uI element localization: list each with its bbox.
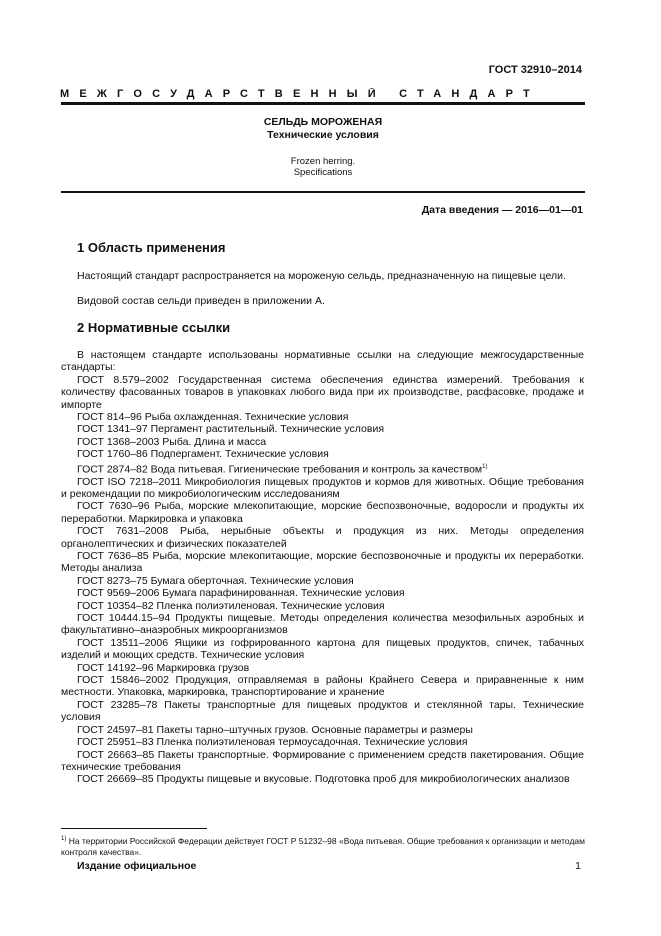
reference-item: ГОСТ 26663–85 Пакеты транспортные. Формирование с применением средств пакетирования. Общие технические требования xyxy=(61,748,584,773)
reference-item: ГОСТ 7630–96 Рыба, морские млекопитающие, морские беспозвоночные, водоросли и продукты их переработки. Маркировка и упаковка xyxy=(61,500,584,525)
references-intro: В настоящем стандарте использованы нормативные ссылки на следующие межгосударственные стандарты: xyxy=(61,349,584,374)
footnote-mark: 1) xyxy=(61,836,67,842)
title-rule xyxy=(61,191,585,193)
footnote-reference: 1) xyxy=(482,463,488,470)
reference-item: ГОСТ 8.579–2002 Государственная система обеспечения единства измерений. Требования к количеству фасованных товаров в упаковках любого вида при их производстве, расфасовке, продаже и импорте xyxy=(61,373,584,411)
reference-item: ГОСТ 814–96 Рыба охлажденная. Технические условия xyxy=(77,411,349,424)
standard-banner: МЕЖГОСУДАРСТВЕННЫЙ СТАНДАРТ xyxy=(60,88,540,100)
english-title: Frozen herring. xyxy=(290,156,356,167)
reference-item: ГОСТ 14192–96 Маркировка грузов xyxy=(77,661,250,674)
introduction-date: Дата введения — 2016—01—01 xyxy=(421,204,583,216)
reference-item: ГОСТ 26669–85 Продукты пищевые и вкусовые. Подготовка проб для микробиологических анализов xyxy=(77,773,570,786)
reference-item: ГОСТ 1368–2003 Рыба. Длина и масса xyxy=(77,435,267,448)
english-subtitle: Specifications xyxy=(293,167,353,178)
section-1-paragraph-2: Видовой состав сельди приведен в приложении А. xyxy=(77,295,325,307)
reference-item: ГОСТ 1341–97 Пергамент растительный. Технические условия xyxy=(77,423,385,436)
section-2-heading: 2 Нормативные ссылки xyxy=(77,320,231,335)
document-subtitle: Технические условия xyxy=(267,129,379,141)
reference-item: ГОСТ 1760–86 Подпергамент. Технические условия xyxy=(77,448,329,461)
reference-item: ГОСТ 7631–2008 Рыба, нерыбные объекты и продукция из них. Методы определения органолептических и физических показателей xyxy=(61,525,584,550)
reference-item: ГОСТ 25951–83 Пленка полиэтиленовая термоусадочная. Технические условия xyxy=(77,736,468,749)
edition-label: Издание официальное xyxy=(77,860,197,872)
reference-item: ГОСТ 10354–82 Пленка полиэтиленовая. Технические условия xyxy=(77,599,385,612)
reference-item: ГОСТ 9569–2006 Бумага парафинированная. Технические условия xyxy=(77,587,405,600)
document-title: СЕЛЬДЬ МОРОЖЕНАЯ xyxy=(263,116,383,128)
references-list xyxy=(61,349,584,786)
reference-item: ГОСТ 10444.15–94 Продукты пищевые. Методы определения количества мезофильных аэробных и факультативно–анаэробных микроорганизмов xyxy=(61,612,584,637)
footnote-rule xyxy=(61,828,207,829)
reference-item: ГОСТ 7636–85 Рыба, морские млекопитающие, морские беспозвоночные и продукты их переработки. Методы анализа xyxy=(61,550,584,575)
reference-item: ГОСТ 13511–2006 Ящики из гофрированного картона для пищевых продуктов, спичек, табачных изделий и моющих средств. Технические условия xyxy=(61,636,584,662)
footnote xyxy=(61,834,585,858)
header-rule xyxy=(61,102,585,105)
section-1-paragraph-1: Настоящий стандарт распространяется на мороженую сельдь, предназначенную на пищевые цели. xyxy=(77,270,566,282)
reference-item: ГОСТ 24597–81 Пакеты тарно–штучных грузов. Основные параметры и размеры xyxy=(77,723,473,736)
reference-item: ГОСТ 2874–82 Вода питьевая. Гигиенические требования и контроль за качеством$^{1)}$ xyxy=(77,463,488,476)
reference-item: ГОСТ 15846–2002 Продукция, отправляемая в районы Крайнего Севера и приравненные к ним местности. Упаковка, маркировка, транспортирование и хранение xyxy=(61,674,584,699)
reference-item: ГОСТ ISO 7218–2011 Микробиология пищевых продуктов и кормов для животных. Общие требования и рекомендации по микробиологическим исследованиям xyxy=(61,475,584,500)
section-1-heading: 1 Область применения xyxy=(77,240,226,255)
document-number: ГОСТ 32910–2014 xyxy=(488,64,582,76)
footnote-text: На территории Российской Федерации действует ГОСТ Р 51232–98 «Вода питьевая. Общие требования к организации и методам контроля качества». xyxy=(61,835,585,857)
reference-item: ГОСТ 23285–78 Пакеты транспортные для пищевых продуктов и стеклянной тары. Технические условия xyxy=(61,698,584,724)
page-number: 1 xyxy=(575,860,581,872)
reference-items xyxy=(61,374,584,786)
reference-item: ГОСТ 8273–75 Бумага оберточная. Технические условия xyxy=(77,574,354,587)
